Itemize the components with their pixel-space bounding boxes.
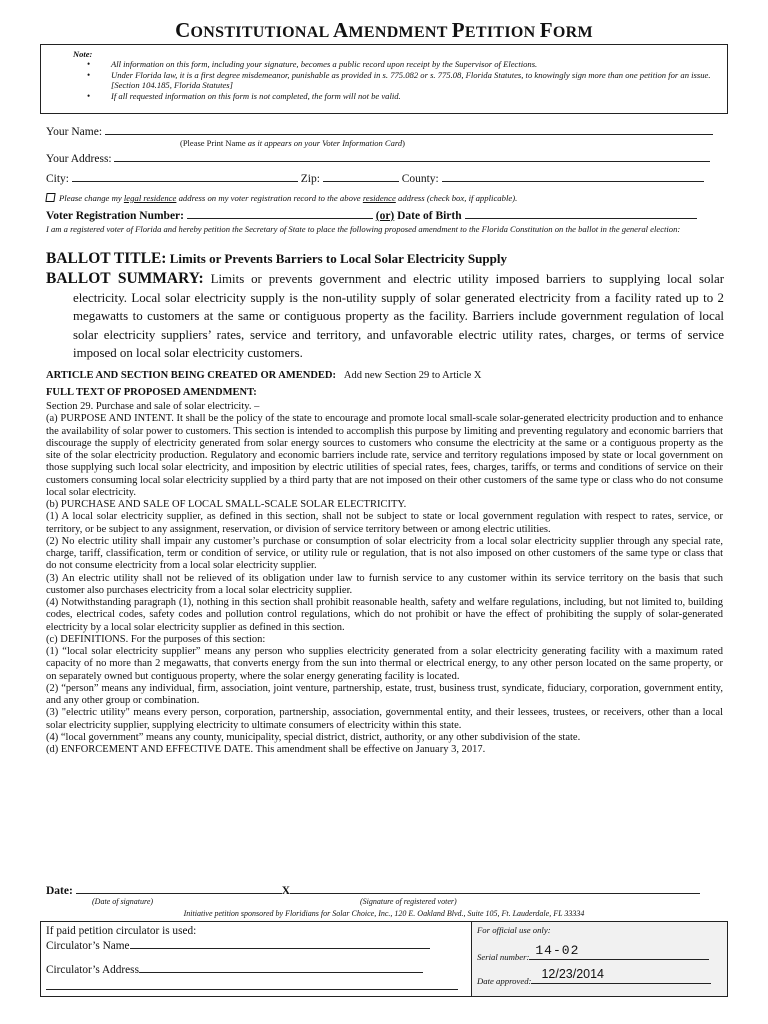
registration-row <box>46 208 722 222</box>
date-approved-value: 12/23/2014 <box>541 967 605 981</box>
full-text-paragraph: (3) "electric utility" means every person, corporation, partnership, association, governmental entity, and their lessees, trustees, or receivers, other than a local solar electricity supplier, supplying electricity to ultimate consumers of electricity within this state. <box>46 707 723 731</box>
registration-label: Voter Registration Number: <box>46 210 184 222</box>
ballot-summary <box>46 270 724 363</box>
dob-label: Date of Birth <box>394 210 462 222</box>
circulator-section <box>41 922 471 996</box>
circulator-address-field[interactable] <box>139 962 423 973</box>
note-item: • All information on this form, including your signature, becomes a public record upon receipt by the Supervisor of Elections. <box>87 59 719 70</box>
title-cap-3: P <box>451 18 465 42</box>
note-list <box>73 59 719 101</box>
note-item: • Under Florida law, it is a first degree misdemeanor, punishable as provided in s. 775.082 or s. 775.08, Florida Statutes, to knowingly sign more than one petition for an issue. [Section 104.185, Florida Statutes] <box>87 70 719 91</box>
circulator-name-label: Circulator’s Name <box>46 940 130 952</box>
address-row <box>46 151 722 165</box>
title-cap-1: C <box>175 18 191 42</box>
official-use-label: For official use only: <box>477 925 551 935</box>
paid-circulator-label: If paid petition circulator is used: <box>46 925 197 937</box>
full-text-paragraph: (1) A local solar electricity supplier, as defined in this section, shall not be subject to state or local government regulation with respect to rates, service, or territory, or be subject to any assignment, reservation, or division of service territory between or among electric utilities. <box>46 511 723 535</box>
city-label: City: <box>46 173 70 185</box>
signature-x: X <box>281 885 291 897</box>
title-cap-4: F <box>539 18 553 42</box>
signature-caption: (Signature of registered voter) <box>360 897 457 906</box>
date-approved-label: Date approved: <box>477 976 532 986</box>
city-row <box>46 171 722 185</box>
full-text-paragraph: (4) “local government” means any county, municipality, special district, district, authority, or any other subdivision of the state. <box>46 731 581 743</box>
date-field[interactable] <box>76 883 282 894</box>
article-section-value: Add new Section 29 to Article X <box>343 370 482 381</box>
address-label: Your Address: <box>46 153 112 165</box>
residence-checkbox[interactable] <box>45 193 55 202</box>
dob-field[interactable] <box>465 208 697 219</box>
ballot-summary-text: Limits or prevents government and electric utility imposed barriers to supplying local solar electricity. Local solar electricity supply is the non-utility supply of solar generated electricity from a facility rated up to 2 megawatts to customers at the same or contiguous property as the facility. Barriers include government regulation of local solar electricity suppliers’ rates, service and territory, and unfavorable electric utility rates, charges, or terms of service imposed on local solar electricity customers. <box>73 272 724 360</box>
full-text-heading: FULL TEXT OF PROPOSED AMENDMENT: <box>46 387 257 398</box>
name-row <box>46 124 722 138</box>
ballot-title <box>46 250 507 268</box>
full-text-paragraph: (3) An electric utility shall not be relieved of its obligation under law to furnish service to any customer within its service territory on the basis that such customer also purchases electricity from a local solar electricity supplier. <box>46 572 723 596</box>
ballot-title-text: Limits or Prevents Barriers to Local Solar Electricity Supply <box>169 251 507 266</box>
title-part-2: MENDMENT <box>348 24 452 41</box>
address-field[interactable] <box>114 151 710 162</box>
circulator-address-label: Circulator’s Address <box>46 964 139 976</box>
full-text-paragraph: Section 29. Purchase and sale of solar electricity. – <box>46 401 260 412</box>
residence-row: Please change my legal residence address on my voter registration record to the above residence address (check box, if applicable). <box>46 193 722 203</box>
full-text-body <box>46 401 723 756</box>
official-use-section <box>471 922 727 996</box>
title-part-3: ETITION <box>464 24 540 41</box>
title-cap-2: A <box>333 18 349 42</box>
article-section-label: ARTICLE AND SECTION BEING CREATED OR AMENDED: <box>46 370 336 381</box>
full-text-paragraph: (1) “local solar electricity supplier” means any person who supplies electricity generated from a solar electricity generating facility with a maximum rated capacity of no more than 2 megawatts, that converts energy from the sun into thermal or electrical energy, to any other person located on the same property, or on separately owned but contiguous property, where the solar energy generating facility is located. <box>46 646 723 682</box>
city-field[interactable] <box>72 171 298 182</box>
full-text-paragraph: (a) PURPOSE AND INTENT. It shall be the policy of the state to encourage and promote local small-scale solar-generated electricity production and to enhance the availability of solar power to customers. This section is intended to accomplish this purpose by limiting and preventing regulatory and economic barriers that discourage the supply of electricity generated from solar energy sources to customers who consume the electricity at the same or a contiguous property as the site of the solar electricity production. Regulatory and economic barriers include rate, service and territory regulations imposed by state or local government on those supplying such local solar electricity, and imposition by electric utilities of special rates, fees, charges, tariffs, or terms and conditions of service on their customers consuming local solar electricity supplied by a third party that are not imposed on their other customers of the same type or class who do not consume local solar electricity. <box>46 413 723 498</box>
name-label: Your Name: <box>46 126 103 138</box>
note-box <box>40 44 728 114</box>
full-text-paragraph: (4) Notwithstanding paragraph (1), nothing in this section shall prohibit reasonable health, safety and welfare regulations, including, but not limited to, building codes, electrical codes, safety codes and pollution control regulations, which do not prohibit or have the effect of prohibiting the supply of solar-generated electricity by a local solar electricity supplier as defined in this section. <box>46 597 723 633</box>
signature-row <box>46 883 700 897</box>
title-part-1: ONSTITUTIONAL <box>190 24 333 41</box>
serial-number-row <box>477 943 709 962</box>
date-caption: (Date of signature) <box>92 897 154 906</box>
full-text-paragraph: (b) PURCHASE AND SALE OF LOCAL SMALL-SCALE SOLAR ELECTRICITY. <box>46 499 407 510</box>
circulator-box <box>40 921 728 997</box>
serial-number-label: Serial number: <box>477 952 530 962</box>
serial-number-value: 14-02 <box>535 943 580 958</box>
county-label: County: <box>401 173 439 185</box>
zip-label: Zip: <box>300 173 320 185</box>
date-approved-field <box>531 967 711 984</box>
note-item: • If all requested information on this form is not completed, the form will not be valid. <box>87 91 719 102</box>
title-part-4: ORM <box>552 24 593 41</box>
registration-field[interactable] <box>187 208 373 219</box>
serial-number-field <box>529 943 709 960</box>
petition-statement: I am a registered voter of Florida and hereby petition the Secretary of State to place the following proposed amendment to the Florida Constitution on the ballot in the general election: <box>46 224 681 234</box>
full-text-paragraph: (c) DEFINITIONS. For the purposes of this section: <box>46 633 266 645</box>
zip-field[interactable] <box>323 171 399 182</box>
article-section-row <box>46 370 482 381</box>
name-field[interactable] <box>105 124 713 135</box>
full-text-paragraph: (2) No electric utility shall impair any customer’s purchase or consumption of solar electricity from a local solar electricity supplier through any special rate, charge, tariff, classification, term or condition of service, or utility rule or regulation, that is not also imposed on other customers of the same type or class that do not consume electricity from a local solar electricity supplier. <box>46 535 723 572</box>
full-text-paragraph: (d) ENFORCEMENT AND EFFECTIVE DATE. This amendment shall be effective on January 3, 2017. <box>46 744 486 755</box>
form-title <box>0 18 768 43</box>
signature-field[interactable] <box>290 883 700 894</box>
ballot-title-label: BALLOT TITLE: <box>46 250 167 267</box>
county-field[interactable] <box>442 171 704 182</box>
note-label: Note: <box>73 49 93 59</box>
date-label: Date: <box>46 885 73 897</box>
circulator-address-field-2[interactable] <box>46 979 458 990</box>
sponsor-line: Initiative petition sponsored by Floridians for Solar Choice, Inc., 120 E. Oakland Blvd., Suite 105, Ft. Lauderdale, FL 33334 <box>183 909 585 918</box>
ballot-summary-label: BALLOT SUMMARY: <box>46 270 204 287</box>
name-caption: (Please Print Name as it appears on your Voter Information Card) <box>180 138 405 148</box>
full-text-paragraph: (2) “person” means any individual, firm, association, joint venture, partnership, estate, trust, business trust, syndicate, fiduciary, corporation, government entity, and any other group or combination. <box>46 682 723 706</box>
circulator-name-field[interactable] <box>130 938 430 949</box>
date-approved-row <box>477 967 711 986</box>
or-label: (or) <box>375 210 395 222</box>
